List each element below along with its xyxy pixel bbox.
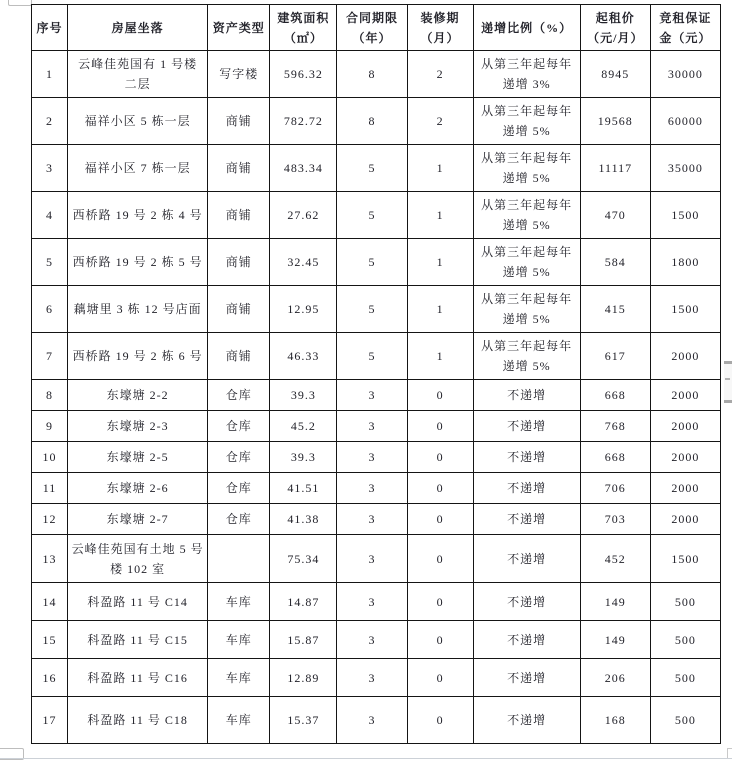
- cell-start-price: 706: [580, 473, 650, 504]
- cell-deposit: 1500: [650, 286, 720, 333]
- cell-location: 东壕塘 2-6: [68, 473, 208, 504]
- cell-start-price: 470: [580, 192, 650, 239]
- cell-asset-type: 商铺: [208, 239, 270, 286]
- cell-seq: 15: [32, 621, 68, 659]
- cell-area: 45.2: [270, 411, 337, 442]
- table-row: [32, 621, 721, 659]
- cell-asset-type: 仓库: [208, 380, 270, 411]
- cell-increase: 不递增: [473, 583, 580, 621]
- cell-seq: 12: [32, 504, 68, 535]
- cell-start-price: 584: [580, 239, 650, 286]
- cell-increase: 不递增: [473, 411, 580, 442]
- cell-area: 12.89: [270, 659, 337, 697]
- cell-location: 福祥小区 5 栋一层: [68, 98, 208, 145]
- cell-asset-type: [208, 535, 270, 583]
- cell-start-price: 149: [580, 621, 650, 659]
- cell-renovation: 1: [407, 333, 473, 380]
- col-header-start-price: 起租价（元/月）: [580, 5, 650, 51]
- cell-term: 8: [337, 51, 407, 98]
- cell-deposit: 60000: [650, 98, 720, 145]
- cell-seq: 16: [32, 659, 68, 697]
- cell-renovation: 0: [407, 380, 473, 411]
- cell-start-price: 11117: [580, 145, 650, 192]
- cell-seq: 14: [32, 583, 68, 621]
- cell-location: 东壕塘 2-7: [68, 504, 208, 535]
- cell-seq: 8: [32, 380, 68, 411]
- cell-start-price: 168: [580, 697, 650, 744]
- cell-asset-type: 商铺: [208, 145, 270, 192]
- table-row: [32, 411, 721, 442]
- cell-asset-type: 车库: [208, 659, 270, 697]
- table-row: [32, 51, 721, 98]
- table-row: [32, 286, 721, 333]
- cell-deposit: 500: [650, 659, 720, 697]
- cell-renovation: 0: [407, 535, 473, 583]
- cell-renovation: 0: [407, 583, 473, 621]
- cell-renovation: 0: [407, 697, 473, 744]
- cell-seq: 9: [32, 411, 68, 442]
- cell-term: 3: [337, 504, 407, 535]
- cell-location: 东壕塘 2-5: [68, 442, 208, 473]
- table-body: [32, 51, 721, 744]
- cell-renovation: 0: [407, 442, 473, 473]
- cell-area: 41.38: [270, 504, 337, 535]
- cell-seq: 1: [32, 51, 68, 98]
- cell-area: 12.95: [270, 286, 337, 333]
- cell-deposit: 2000: [650, 333, 720, 380]
- scrollbar-fragment[interactable]: [724, 361, 732, 403]
- cell-term: 5: [337, 239, 407, 286]
- cell-asset-type: 仓库: [208, 411, 270, 442]
- table-row: [32, 380, 721, 411]
- cell-increase: 从第三年起每年递增 5%: [473, 98, 580, 145]
- table-row: [32, 473, 721, 504]
- col-header-increase: 递增比例（%）: [473, 5, 580, 51]
- cell-area: 15.37: [270, 697, 337, 744]
- cell-increase: 从第三年起每年递增 3%: [473, 51, 580, 98]
- cell-start-price: 452: [580, 535, 650, 583]
- cell-term: 3: [337, 380, 407, 411]
- col-header-seq: 序号: [32, 5, 68, 51]
- scrollbar-thumb[interactable]: [725, 378, 730, 380]
- cell-increase: 不递增: [473, 621, 580, 659]
- cell-increase: 从第三年起每年递增 5%: [473, 239, 580, 286]
- cell-start-price: 8945: [580, 51, 650, 98]
- cell-location: 西桥路 19 号 2 栋 5 号: [68, 239, 208, 286]
- table-row: [32, 192, 721, 239]
- col-header-deposit: 竞租保证金（元）: [650, 5, 720, 51]
- cell-asset-type: 仓库: [208, 504, 270, 535]
- cell-deposit: 35000: [650, 145, 720, 192]
- cell-start-price: 668: [580, 380, 650, 411]
- cell-seq: 4: [32, 192, 68, 239]
- cell-increase: 从第三年起每年递增 5%: [473, 192, 580, 239]
- cell-term: 3: [337, 659, 407, 697]
- cell-area: 782.72: [270, 98, 337, 145]
- cell-term: 3: [337, 697, 407, 744]
- cell-term: 3: [337, 473, 407, 504]
- cell-start-price: 703: [580, 504, 650, 535]
- table-row: [32, 239, 721, 286]
- cell-location: 科盈路 11 号 C15: [68, 621, 208, 659]
- cell-seq: 11: [32, 473, 68, 504]
- cell-location: 东壕塘 2-3: [68, 411, 208, 442]
- frame-fragment-top-left: [8, 0, 32, 6]
- table-row: [32, 442, 721, 473]
- cell-seq: 3: [32, 145, 68, 192]
- cell-deposit: 2000: [650, 380, 720, 411]
- cell-area: 39.3: [270, 442, 337, 473]
- cell-deposit: 30000: [650, 51, 720, 98]
- cell-start-price: 206: [580, 659, 650, 697]
- cell-location: 东壕塘 2-2: [68, 380, 208, 411]
- cell-area: 32.45: [270, 239, 337, 286]
- cell-area: 14.87: [270, 583, 337, 621]
- cell-increase: 从第三年起每年递增 5%: [473, 333, 580, 380]
- cell-renovation: 2: [407, 98, 473, 145]
- frame-fragment-bottom-right: [727, 748, 732, 758]
- cell-location: 科盈路 11 号 C18: [68, 697, 208, 744]
- cell-renovation: 0: [407, 411, 473, 442]
- table-row: [32, 583, 721, 621]
- table-row: [32, 697, 721, 744]
- cell-start-price: 149: [580, 583, 650, 621]
- cell-seq: 10: [32, 442, 68, 473]
- cell-area: 75.34: [270, 535, 337, 583]
- cell-term: 5: [337, 145, 407, 192]
- cell-asset-type: 写字楼: [208, 51, 270, 98]
- cell-term: 3: [337, 442, 407, 473]
- cell-deposit: 500: [650, 583, 720, 621]
- cell-deposit: 2000: [650, 504, 720, 535]
- cell-asset-type: 商铺: [208, 333, 270, 380]
- table-row: [32, 659, 721, 697]
- cell-location: 云峰佳苑国有 1 号楼 二层: [68, 51, 208, 98]
- cell-increase: 不递增: [473, 442, 580, 473]
- cell-start-price: 19568: [580, 98, 650, 145]
- cell-asset-type: 商铺: [208, 192, 270, 239]
- cell-location: 福祥小区 7 栋一层: [68, 145, 208, 192]
- cell-location: 西桥路 19 号 2 栋 6 号: [68, 333, 208, 380]
- cell-increase: 不递增: [473, 380, 580, 411]
- cell-deposit: 2000: [650, 473, 720, 504]
- cell-start-price: 768: [580, 411, 650, 442]
- cell-deposit: 1800: [650, 239, 720, 286]
- header-row: [32, 5, 721, 51]
- table-row: [32, 98, 721, 145]
- cell-renovation: 0: [407, 504, 473, 535]
- cell-area: 41.51: [270, 473, 337, 504]
- cell-seq: 13: [32, 535, 68, 583]
- cell-asset-type: 仓库: [208, 473, 270, 504]
- cell-area: 46.33: [270, 333, 337, 380]
- table-row: [32, 145, 721, 192]
- cell-seq: 5: [32, 239, 68, 286]
- cell-start-price: 415: [580, 286, 650, 333]
- cell-seq: 2: [32, 98, 68, 145]
- col-header-location: 房屋坐落: [68, 5, 208, 51]
- scrollbar-arrow-top[interactable]: [724, 361, 732, 364]
- col-header-renovation: 装修期（月）: [407, 5, 473, 51]
- cell-deposit: 1500: [650, 192, 720, 239]
- col-header-term: 合同期限（年）: [337, 5, 407, 51]
- cell-asset-type: 商铺: [208, 286, 270, 333]
- cell-area: 27.62: [270, 192, 337, 239]
- col-header-area: 建筑面积（㎡）: [270, 5, 337, 51]
- cell-increase: 从第三年起每年递增 5%: [473, 145, 580, 192]
- cell-start-price: 617: [580, 333, 650, 380]
- cell-renovation: 1: [407, 192, 473, 239]
- cell-asset-type: 车库: [208, 583, 270, 621]
- table-header: [32, 5, 721, 51]
- cell-renovation: 2: [407, 51, 473, 98]
- cell-term: 8: [337, 98, 407, 145]
- cell-location: 云峰佳苑国有土地 5 号楼 102 室: [68, 535, 208, 583]
- cell-renovation: 1: [407, 239, 473, 286]
- cell-asset-type: 车库: [208, 697, 270, 744]
- rental-listings-table: [31, 4, 721, 744]
- cell-term: 5: [337, 333, 407, 380]
- cell-seq: 17: [32, 697, 68, 744]
- cell-increase: 不递增: [473, 504, 580, 535]
- cell-increase: 从第三年起每年递增 5%: [473, 286, 580, 333]
- cell-renovation: 1: [407, 145, 473, 192]
- cell-area: 39.3: [270, 380, 337, 411]
- table-row: [32, 333, 721, 380]
- cell-deposit: 2000: [650, 411, 720, 442]
- cell-asset-type: 商铺: [208, 98, 270, 145]
- cell-area: 15.87: [270, 621, 337, 659]
- cell-increase: 不递增: [473, 535, 580, 583]
- cell-term: 3: [337, 535, 407, 583]
- cell-deposit: 500: [650, 697, 720, 744]
- cell-increase: 不递增: [473, 697, 580, 744]
- cell-start-price: 668: [580, 442, 650, 473]
- cell-term: 3: [337, 583, 407, 621]
- cell-term: 5: [337, 286, 407, 333]
- cell-deposit: 2000: [650, 442, 720, 473]
- table-row: [32, 504, 721, 535]
- cell-term: 5: [337, 192, 407, 239]
- cell-location: 科盈路 11 号 C14: [68, 583, 208, 621]
- cell-seq: 7: [32, 333, 68, 380]
- cell-area: 483.34: [270, 145, 337, 192]
- cell-area: 596.32: [270, 51, 337, 98]
- table-row: [32, 535, 721, 583]
- cell-asset-type: 车库: [208, 621, 270, 659]
- cell-term: 3: [337, 621, 407, 659]
- page-bottom-border: [0, 758, 732, 759]
- cell-increase: 不递增: [473, 659, 580, 697]
- cell-renovation: 0: [407, 473, 473, 504]
- col-header-asset-type: 资产类型: [208, 5, 270, 51]
- cell-location: 藕塘里 3 栋 12 号店面: [68, 286, 208, 333]
- cell-location: 科盈路 11 号 C16: [68, 659, 208, 697]
- cell-location: 西桥路 19 号 2 栋 4 号: [68, 192, 208, 239]
- cell-term: 3: [337, 411, 407, 442]
- cell-seq: 6: [32, 286, 68, 333]
- scrollbar-arrow-bottom[interactable]: [724, 400, 732, 403]
- cell-renovation: 0: [407, 621, 473, 659]
- cell-deposit: 500: [650, 621, 720, 659]
- cell-increase: 不递增: [473, 473, 580, 504]
- cell-deposit: 1500: [650, 535, 720, 583]
- cell-renovation: 0: [407, 659, 473, 697]
- cell-asset-type: 仓库: [208, 442, 270, 473]
- cell-renovation: 1: [407, 286, 473, 333]
